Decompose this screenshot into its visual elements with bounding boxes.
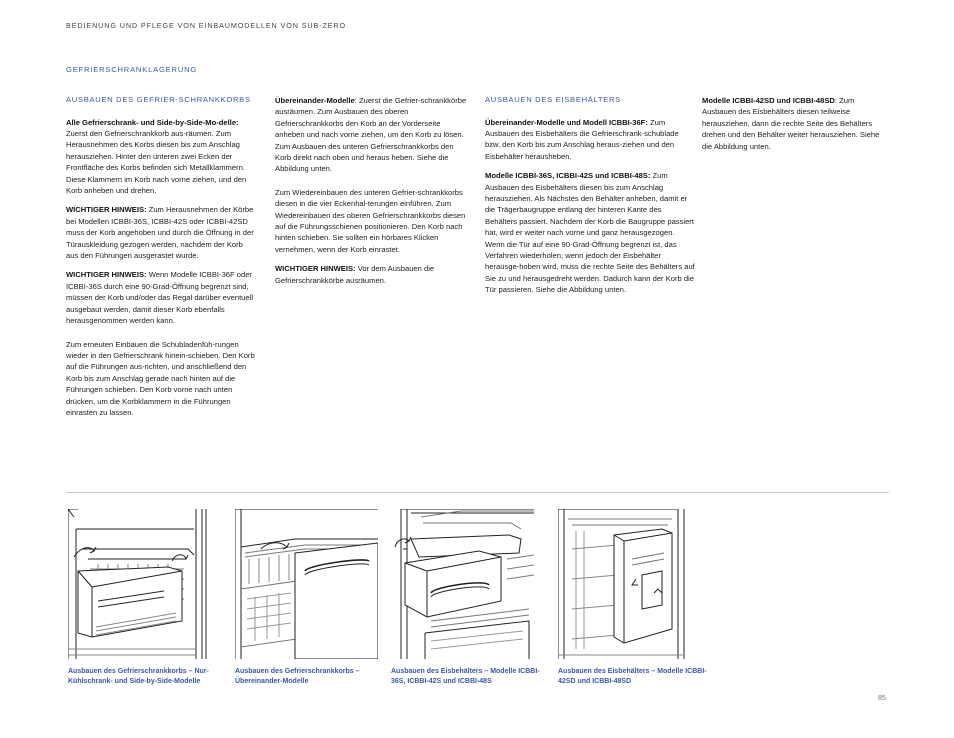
paragraph <box>275 187 467 255</box>
paragraph-text: Zum Wiedereinbauen des unteren Gefrier-schrankkorbs diesen in die vier Eckenhal-terungen einführen. Zum Wiedereinbauen des oberen Gefrierschrankkorbs diesen auf die Führungsschienen positionieren. Den Korb nach hinten schieben. Sie sollten ein hörbares Klicken vernehmen, wenn der Korb einrastet. <box>275 187 466 254</box>
figure-caption: Ausbauen des Eisbehälters – Modelle ICBBI-36S, ICBBI-42S und ICBBI-48S <box>391 668 540 686</box>
page-number: 85 <box>878 695 886 702</box>
subheading-freezer-basket: AUSBAUEN DES GEFRIER-SCHRANKKORBS <box>66 95 251 104</box>
ice-bin-icbbi-42sd-illustration <box>558 509 701 659</box>
figure-caption: Ausbauen des Gefrierschrankkorbs – Nur-Kühlschrank- und Side-by-Side-Modelle <box>68 668 209 686</box>
ice-bin-icbbi-36s-illustration <box>391 509 534 659</box>
bold-lead: WICHTIGER HINWEIS: <box>275 264 356 274</box>
figure-caption: Ausbauen des Gefrierschrankkorbs – Übereinander-Modelle <box>235 668 360 686</box>
column-2 <box>275 95 467 294</box>
paragraph <box>66 204 256 261</box>
section-title: GEFRIERSCHRANKLAGERUNG <box>66 65 198 74</box>
bold-lead: WICHTIGER HINWEIS: <box>66 270 147 280</box>
paragraph-text: Zuerst den Gefrierschrankkorb aus-räumen. Zum Herausnehmen des Korbs diesen bis zum Anschlag herausziehen. Hinter den unteren zwei Ecken der Frontfläche des Korbs befinden sich Metallklammern. Diese Klammern im Korb nach vorne ziehen, und den Korb anheben und drehen. <box>66 129 247 196</box>
paragraph-text: : Zum Ausbauen des Eisbehälters diesen teilweise herausziehen, dann die rechte Seite des Behälters drehen und den Behälter weiter herausziehen. Siehe die Abbildung unten. <box>702 96 880 151</box>
paragraph-text: Zum Ausbauen des Eisbehälters die Gefrierschrank-schublade bzw. den Korb bis zum Anschlag heraus-ziehen und den Eisbehälter herausheben. <box>485 117 679 161</box>
running-header: BEDIENUNG UND PFLEGE VON EINBAUMODELLEN VON SUB-ZERO <box>66 21 347 30</box>
paragraph-text: Wenn Modelle ICBBI-36F oder ICBBI-36S durch eine 90-Grad-Öffnung begrenzt sind, müssen der Korb und/oder das Regal darüber eventuell ausgebaut werden, damit dieser Korb ebenfalls herausgenommen werden kann. <box>66 270 254 326</box>
paragraph <box>66 339 256 419</box>
freezer-basket-side-by-side-illustration <box>68 509 211 659</box>
paragraph-text: Zum Ausbauen des Eisbehälters diesen bis zum Anschlag herausziehen. Als Nächstes den Behälter anheben, damit er die Trägerbaugruppe entlang der hinteren Kante des Behälters passiert. Nachdem der Korb die Baugruppe passiert hat, wird er weiter nach vorne und ganz herausgezogen. Wenn die Tür auf eine 90-Grad-Öffnung begrenzt ist, das Verfahren wiederholen; wenn jedoch der Eisbehälter herausge-hoben wird, muss die rechte Seite des Behälters auf Sie zu und herausgedreht werden. Dadurch kann der Korb die Tür passieren. Siehe die Abbildung unten. <box>485 171 695 295</box>
paragraph <box>702 95 882 152</box>
bold-lead: Übereinander-Modelle und Modell ICBBI-36F: <box>485 117 648 127</box>
paragraph <box>485 117 695 163</box>
paragraph <box>66 269 256 326</box>
subheading-ice-bin: AUSBAUEN DES EISBEHÄLTERS <box>485 95 621 104</box>
column-1 <box>66 95 256 426</box>
paragraph-text: Zum erneuten Einbauen die Schubladenfüh-rungen wieder in den Gefrierschrank hinein-schieben. Den Korb auf die Führungen aus-richten, und anschließend den Korb bis zum Anschlag gerade nach hinten auf die Führungen schieben. Den Korb vorne nach unten drücken, um die Korbklammern in die Führungen einrasten zu lassen. <box>66 339 255 417</box>
column-4 <box>702 95 882 160</box>
paragraph-text: Zum Herausnehmen der Körbe bei Modellen ICBBI-36S, ICBBI-42S oder ICBBI-42SD muss der Korb angehoben und durch die Öffnung in der Türauskleidung gezogen werden, nachdem der Korb aus den Führungen ausgerastet wurde. <box>66 205 254 261</box>
bold-lead: Modelle ICBBI-36S, ICBBI-42S und ICBBI-48S: <box>485 171 651 181</box>
bold-lead: Modelle ICBBI-42SD und ICBBI-48SD <box>702 96 835 105</box>
paragraph <box>66 117 256 197</box>
figure-caption: Ausbauen des Eisbehälters – Modelle ICBBI-42SD und ICBBI-48SD <box>558 668 707 686</box>
bold-lead: Alle Gefrierschrank- und Side-by-Side-Mo-delle: <box>66 117 239 127</box>
freezer-basket-over-under-illustration <box>235 509 378 659</box>
paragraph <box>485 170 695 295</box>
column-3 <box>485 95 695 304</box>
paragraph-text: Vor dem Ausbauen die Gefrierschrankkörbe ausräumen. <box>275 264 435 285</box>
bold-lead: Übereinander-Modelle <box>275 96 355 105</box>
bold-lead: WICHTIGER HINWEIS: <box>66 205 147 215</box>
divider <box>66 492 889 493</box>
paragraph <box>275 95 467 175</box>
paragraph-text: : Zuerst die Gefrier-schrankkörbe ausräumen. Zum Ausbauen des oberen Gefrierschrankkorbs den Korb an der Vorderseite anheben und nach vorne ziehen, um den Korb zu lösen. Zum Ausbauen des unteren Gefrierschrankkorbs den Korb direkt nach oben und heraus heben. Siehe die Abbildung unten. <box>275 96 467 174</box>
paragraph <box>275 263 467 286</box>
